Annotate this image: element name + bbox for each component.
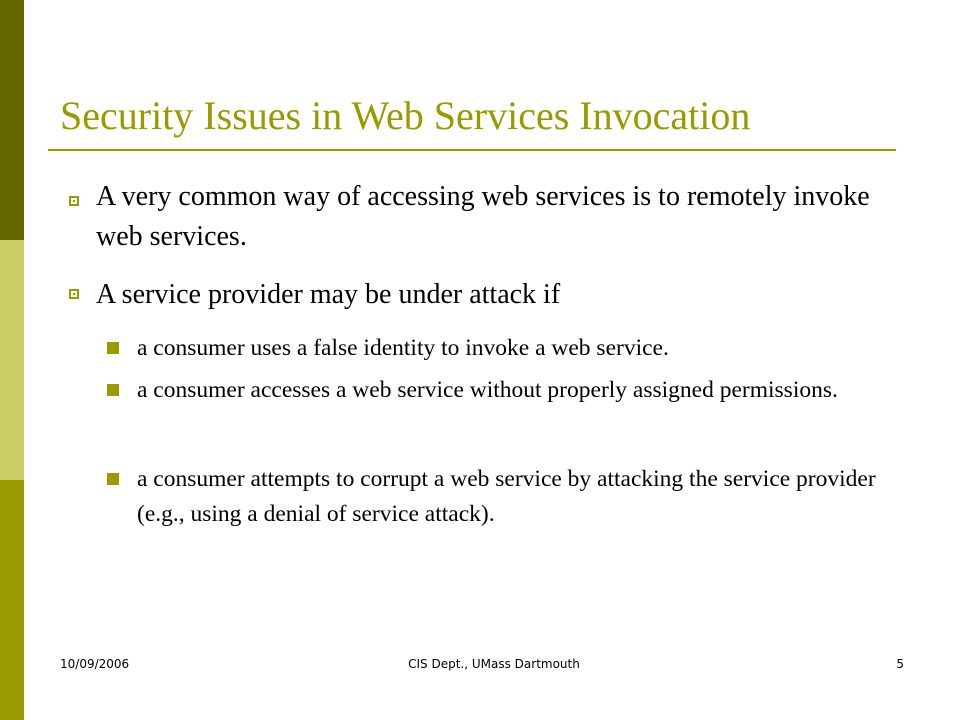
page-number: 5 bbox=[896, 657, 904, 671]
filled-square-bullet-icon bbox=[107, 473, 119, 485]
sub-bullet-item: a consumer uses a false identity to invoke a web service. bbox=[137, 335, 669, 361]
footer-department: CIS Dept., UMass Dartmouth bbox=[408, 657, 580, 671]
footer-date: 10/09/2006 bbox=[60, 657, 130, 671]
bullet-item: A very common way of accessing web services is to remotely invoke web services. bbox=[96, 181, 870, 252]
square-bullet-icon bbox=[69, 196, 79, 206]
bullet-item: A service provider may be under attack if bbox=[96, 279, 561, 310]
sub-bullet-item: a consumer accesses a web service without properly assigned permissions. bbox=[137, 377, 838, 403]
filled-square-bullet-icon bbox=[107, 342, 119, 354]
filled-square-bullet-icon bbox=[107, 384, 119, 396]
square-bullet-icon bbox=[69, 289, 79, 299]
sub-bullet-item: a consumer attempts to corrupt a web service by attacking the service provider (e.g., using a denial of service attack). bbox=[137, 466, 876, 527]
slide-title: Security Issues in Web Services Invocation bbox=[60, 93, 751, 138]
